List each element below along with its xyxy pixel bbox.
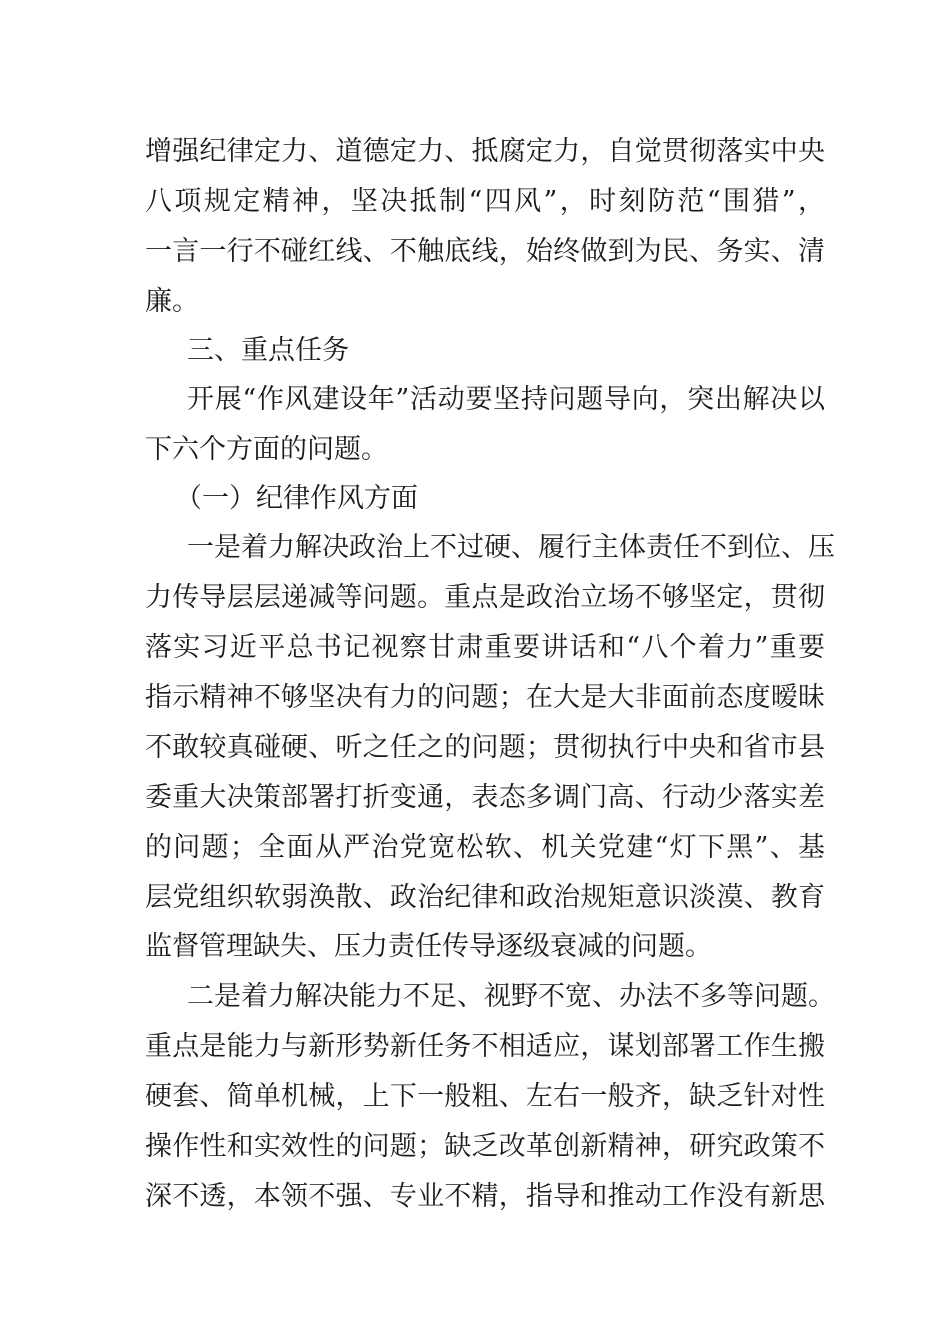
body-text-line: 一言一行不碰红线、不触底线，始终做到为民、务实、清 bbox=[145, 236, 825, 267]
body-text-line: 廉。 bbox=[145, 286, 199, 317]
body-text-line: 落实习近平总书记视察甘肃重要讲话和“八个着力”重要 bbox=[145, 632, 825, 663]
body-text-line: 一是着力解决政治上不过硬、履行主体责任不到位、压 bbox=[187, 532, 835, 563]
body-text-line: 监督管理缺失、压力责任传导逐级衰减的问题。 bbox=[145, 931, 712, 962]
body-text-line: 八项规定精神，坚决抵制“四风”，时刻防范“围猎”， bbox=[145, 186, 825, 217]
body-text-line: 层党组织软弱涣散、政治纪律和政治规矩意识淡漠、教育 bbox=[145, 882, 825, 913]
body-text-line: 不敢较真碰硬、听之任之的问题；贯彻执行中央和省市县 bbox=[145, 732, 825, 763]
body-text-line: 重点是能力与新形势新任务不相适应，谋划部署工作生搬 bbox=[145, 1031, 825, 1062]
body-text-line: 开展“作风建设年”活动要坚持问题导向，突出解决以 bbox=[187, 384, 825, 415]
body-text-line: 硬套、简单机械，上下一般粗、左右一般齐，缺乏针对性 bbox=[145, 1081, 825, 1112]
body-text-line: 下六个方面的问题。 bbox=[145, 434, 388, 465]
subsection-heading: （一）纪律作风方面 bbox=[175, 483, 418, 514]
section-heading: 三、重点任务 bbox=[187, 335, 349, 366]
body-text-line: 的问题；全面从严治党宽松软、机关党建“灯下黑”、基 bbox=[145, 832, 825, 863]
body-text-line: 增强纪律定力、道德定力、抵腐定力，自觉贯彻落实中央 bbox=[145, 136, 825, 167]
body-text-line: 力传导层层递减等问题。重点是政治立场不够坚定，贯彻 bbox=[145, 582, 825, 613]
body-text-line: 指示精神不够坚决有力的问题；在大是大非面前态度暧昧 bbox=[145, 682, 825, 713]
body-text-line: 深不透，本领不强、专业不精，指导和推动工作没有新思 bbox=[145, 1181, 825, 1212]
body-text-line: 委重大决策部署打折变通，表态多调门高、行动少落实差 bbox=[145, 782, 825, 813]
body-text-line: 二是着力解决能力不足、视野不宽、办法不多等问题。 bbox=[187, 981, 835, 1012]
body-text-line: 操作性和实效性的问题；缺乏改革创新精神，研究政策不 bbox=[145, 1131, 825, 1162]
